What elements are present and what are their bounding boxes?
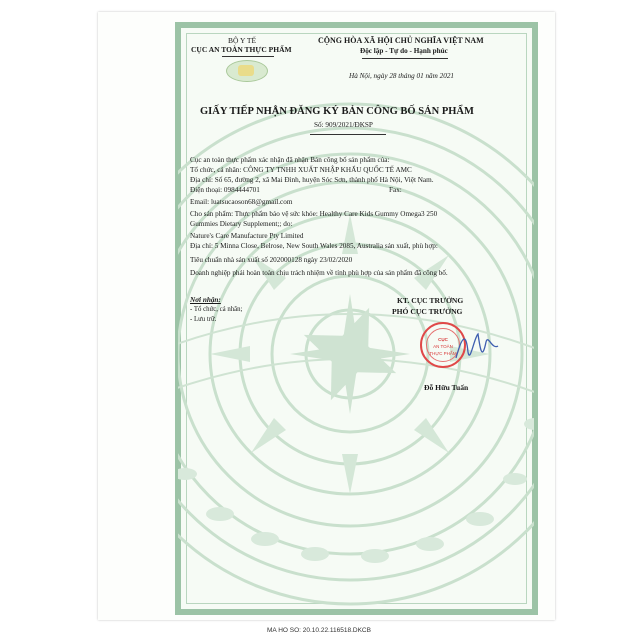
- republic-name: CỘNG HÒA XÃ HỘI CHỦ NGHĨA VIỆT NAM: [318, 36, 484, 45]
- recipients-item-1: - Tổ chức, cá nhân;: [190, 306, 243, 313]
- body-manufacturer-address: Địa chỉ: 5 Minna Close, Belrose, New South Wales 2085, Australia sản xuất, phù hợp:: [190, 242, 438, 250]
- signer-role-1: KT. CỤC TRƯỞNG: [397, 296, 464, 305]
- signer-role-2: PHÓ CỤC TRƯỞNG: [392, 307, 463, 316]
- national-motto: Độc lập - Tự do - Hạnh phúc: [360, 47, 448, 55]
- agency-name: CỤC AN TOÀN THỰC PHẨM: [191, 45, 292, 54]
- body-address: Địa chỉ: Số 65, đường 2, xã Mai Đình, huyện Sóc Sơn, thành phố Hà Nội, Việt Nam.: [190, 176, 434, 184]
- signer-name: Đỗ Hữu Tuấn: [424, 383, 469, 392]
- motto-underline: [362, 58, 448, 59]
- body-product-line1: Cho sản phẩm: Thực phẩm bảo vệ sức khỏe: Healthy Care Kids Gummy Omega3 250: [190, 210, 438, 218]
- document-title: GIẤY TIẾP NHẬN ĐĂNG KÝ BẢN CÔNG BỐ SẢN PHẨM: [200, 106, 474, 117]
- recipients-item-2: - Lưu trữ.: [190, 316, 217, 323]
- body-product-line2: Gummies Dietary Supplement;; do:: [190, 220, 293, 228]
- seal-text-3: THỰC PHẨM: [429, 351, 457, 356]
- agency-logo-icon: [226, 60, 268, 82]
- handwritten-signature: [452, 328, 502, 368]
- dossier-code: MA HO SO: 20.10.22.116518.DKCB: [267, 627, 371, 634]
- place-date: Hà Nội, ngày 28 tháng 01 năm 2021: [349, 72, 455, 80]
- body-organization: Tổ chức, cá nhân: CÔNG TY TNHH XUẤT NHẬP KHẨU QUỐC TẾ AMC: [190, 166, 412, 174]
- body-responsibility: Doanh nghiệp phải hoàn toàn chịu trách nhiệm về tính phù hợp của sản phẩm đã công bố.: [190, 269, 448, 277]
- number-underline: [310, 134, 386, 135]
- body-standard: Tiêu chuẩn nhà sản xuất số 202000128 ngày 23/02/2020: [190, 256, 353, 264]
- body-phone: Điện thoại: 0984444701: [190, 186, 260, 194]
- agency-underline: [222, 56, 274, 57]
- ministry-name: BỘ Y TẾ: [228, 36, 257, 45]
- body-manufacturer: Nature's Care Manufacture Pty Limited: [190, 232, 304, 240]
- recipients-heading: Nơi nhận:: [190, 296, 221, 304]
- seal-text-1: CỤC: [438, 337, 448, 342]
- body-fax: Fax:: [389, 186, 402, 194]
- body-intro: Cục an toàn thực phẩm xác nhận đã nhận Bản công bố sản phẩm của:: [190, 156, 390, 164]
- document-number: Số: 909/2021/ĐKSP: [314, 121, 373, 129]
- body-email: Email: luatsucaoson68@gmail.com: [190, 198, 293, 206]
- seal-text-2: AN TOÀN: [433, 344, 453, 349]
